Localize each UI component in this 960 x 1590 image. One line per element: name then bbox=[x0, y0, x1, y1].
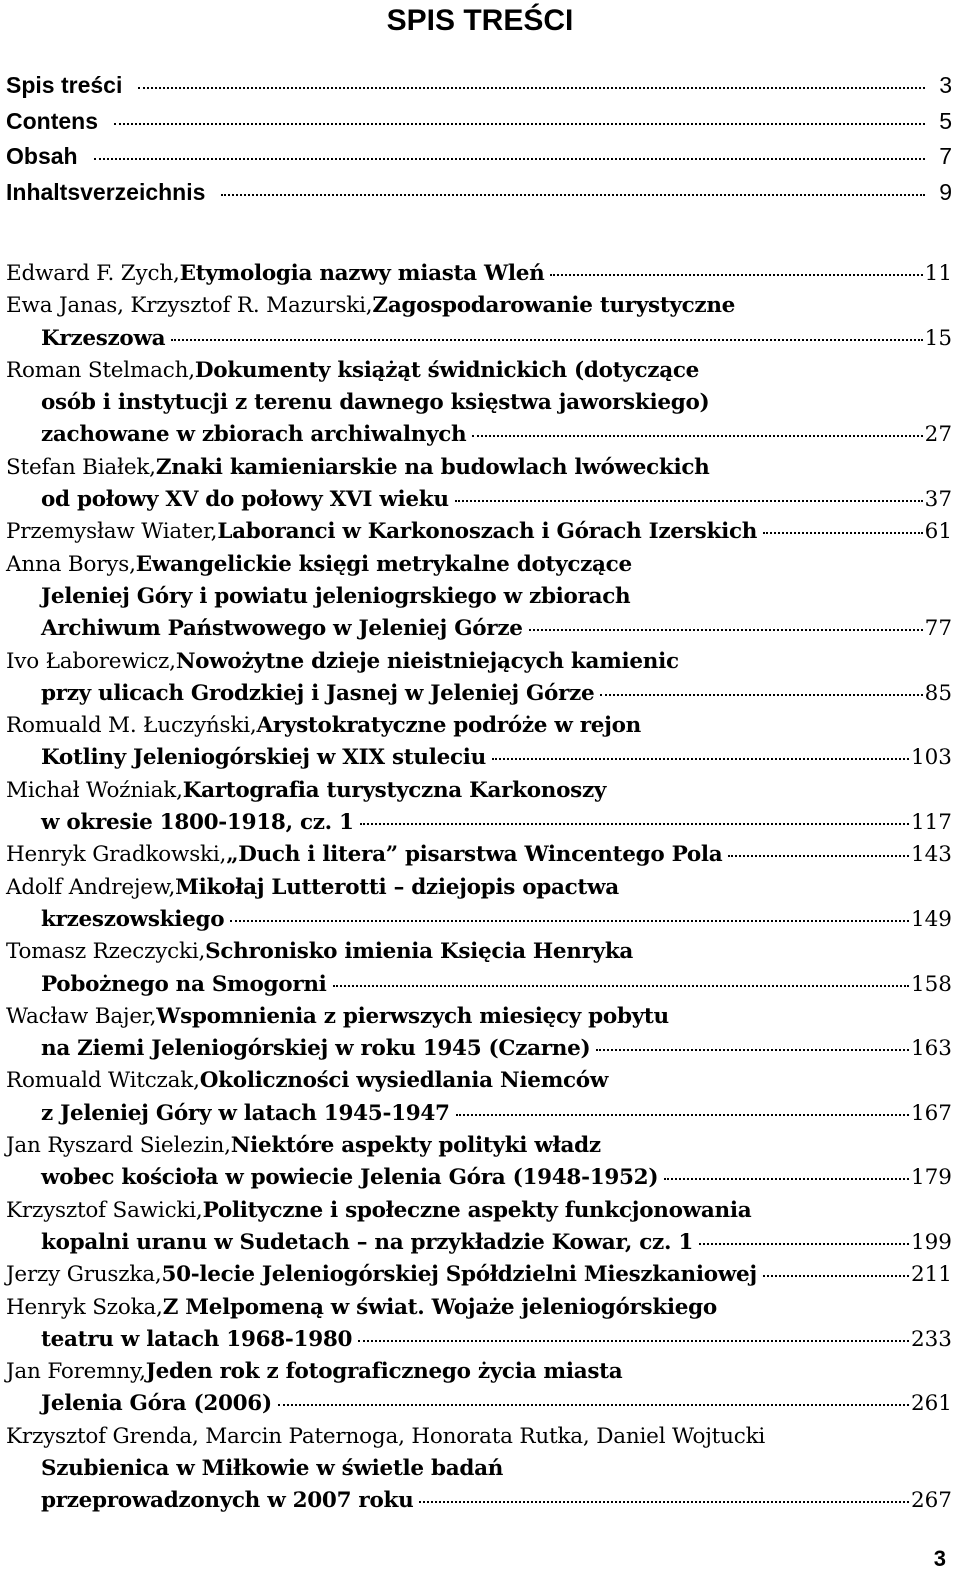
toc-entry bbox=[6, 455, 952, 487]
dot-leader bbox=[114, 123, 925, 125]
front-item-page: 3 bbox=[939, 72, 952, 98]
entry-page: 85 bbox=[924, 680, 952, 706]
front-item-page: 7 bbox=[939, 143, 952, 169]
entry-title: Jeleniej Góry i powiatu jeleniogrskiego w zbiorach bbox=[41, 583, 631, 609]
entry-page: 233 bbox=[910, 1326, 952, 1352]
entry-author: Edward F. Zych, bbox=[6, 261, 180, 286]
dot-leader bbox=[333, 985, 909, 987]
dot-leader bbox=[360, 823, 909, 825]
entry-author: Przemysław Wiater, bbox=[6, 519, 218, 545]
entry-page: 11 bbox=[924, 261, 952, 286]
dot-leader bbox=[664, 1178, 909, 1180]
entry-author: Jerzy Gruszka, bbox=[6, 1262, 162, 1288]
toc-entries bbox=[6, 261, 952, 1521]
entry-title: Jeden rok z fotograficznego życia miasta bbox=[145, 1359, 623, 1385]
entry-title: Kartografia turystyczna Karkonoszy bbox=[182, 777, 607, 803]
toc-entry bbox=[6, 939, 952, 971]
toc-entry bbox=[6, 293, 952, 325]
entry-title: przeprowadzonych w 2007 roku bbox=[41, 1488, 414, 1514]
entry-author: Adolf Andrejew, bbox=[6, 874, 176, 900]
entry-title: Dokumenty książąt świdnickich (dotyczące bbox=[194, 357, 700, 383]
front-item bbox=[6, 143, 952, 179]
entry-title: „Duch i litera” pisarstwa Wincentego Pola bbox=[226, 842, 723, 868]
toc-entry bbox=[6, 1359, 952, 1391]
front-item-label: Contens bbox=[6, 107, 98, 134]
entry-page: 261 bbox=[910, 1391, 952, 1417]
toc-entry-continuation bbox=[6, 422, 952, 454]
toc-entry bbox=[6, 261, 952, 293]
entry-title: Szubienica w Miłkowie w świetle badań bbox=[41, 1455, 504, 1481]
entry-title: Archiwum Państwowego w Jeleniej Górze bbox=[41, 616, 523, 642]
toc-entry bbox=[6, 1198, 952, 1230]
toc-entry bbox=[6, 1424, 952, 1456]
entry-title: od połowy XV do połowy XVI wieku bbox=[41, 487, 449, 513]
page-number: 3 bbox=[933, 1546, 946, 1571]
entry-author: Ivo Łaborewicz, bbox=[6, 648, 176, 674]
entry-title: Znaki kamieniarskie na budowlach lwóweckich bbox=[155, 454, 710, 480]
entry-page: 103 bbox=[910, 745, 952, 771]
front-item bbox=[6, 179, 952, 215]
entry-title: Wspomnienia z pierwszych miesięcy pobytu bbox=[156, 1003, 669, 1029]
entry-author: Romuald M. Łuczyński, bbox=[6, 713, 257, 739]
toc-entry-continuation bbox=[6, 616, 952, 648]
toc-entry bbox=[6, 1004, 952, 1036]
entry-title: zachowane w zbiorach archiwalnych bbox=[41, 422, 467, 448]
front-item bbox=[6, 108, 952, 144]
toc-entry-continuation bbox=[6, 326, 952, 358]
dot-leader bbox=[221, 194, 925, 196]
toc-entry-continuation bbox=[6, 1456, 952, 1488]
front-item-label: Inhaltsverzeichnis bbox=[6, 178, 206, 205]
front-item-label: Obsah bbox=[6, 143, 78, 169]
toc-entry-continuation bbox=[6, 1327, 952, 1359]
toc-entry-continuation bbox=[6, 745, 952, 777]
entry-title: wobec kościoła w powiecie Jelenia Góra (1948-1952) bbox=[41, 1165, 659, 1191]
entry-title: Schronisko imienia Księcia Henryka bbox=[205, 939, 634, 965]
toc-entry-continuation bbox=[6, 1165, 952, 1197]
dot-leader bbox=[456, 1114, 909, 1116]
entry-author: Stefan Białek, bbox=[6, 454, 156, 480]
dot-leader bbox=[763, 1275, 909, 1277]
entry-author: Roman Stelmach, bbox=[6, 357, 195, 383]
entry-author: Krzysztof Grenda, Marcin Paternoga, Honorata Rutka, Daniel Wojtucki bbox=[6, 1423, 766, 1449]
toc-entry bbox=[6, 875, 952, 907]
dot-leader bbox=[699, 1243, 909, 1245]
entry-title: Etymologia nazwy miasta Wleń bbox=[179, 261, 545, 286]
entry-title: teatru w latach 1968-1980 bbox=[41, 1326, 353, 1352]
entry-title: Arystokratyczne podróże w rejon bbox=[256, 713, 641, 739]
toc-entry bbox=[6, 778, 952, 810]
entry-title: Jelenia Góra (2006) bbox=[41, 1391, 272, 1417]
front-matter-list bbox=[6, 72, 952, 214]
entry-author: Henryk Szoka, bbox=[6, 1294, 163, 1320]
dot-leader bbox=[763, 532, 923, 534]
toc-entry-continuation bbox=[6, 1488, 952, 1520]
toc-entry bbox=[6, 842, 952, 874]
dot-leader bbox=[728, 855, 909, 857]
dot-leader bbox=[529, 629, 923, 631]
dot-leader bbox=[600, 694, 922, 696]
entry-page: 158 bbox=[910, 971, 952, 997]
dot-leader bbox=[419, 1501, 909, 1503]
page-title: SPIS TREŚCI bbox=[386, 4, 574, 37]
entry-title: krzeszowskiego bbox=[41, 906, 225, 932]
toc-entry bbox=[6, 1295, 952, 1327]
toc-entry-continuation bbox=[6, 487, 952, 519]
dot-leader bbox=[492, 758, 909, 760]
toc-entry-continuation bbox=[6, 681, 952, 713]
entry-author: Wacław Bajer, bbox=[6, 1003, 157, 1029]
entry-page: 179 bbox=[910, 1165, 952, 1191]
toc-entry bbox=[6, 552, 952, 584]
toc-entry-continuation bbox=[6, 810, 952, 842]
entry-author: Ewa Janas, Krzysztof R. Mazurski, bbox=[6, 293, 373, 319]
toc-entry-continuation bbox=[6, 1036, 952, 1068]
entry-title: przy ulicach Grodzkiej i Jasnej w Jeleniej Górze bbox=[41, 680, 595, 706]
toc-entry bbox=[6, 1262, 952, 1294]
entry-author: Romuald Witczak, bbox=[6, 1068, 200, 1094]
dot-leader bbox=[138, 87, 925, 89]
entry-page: 167 bbox=[910, 1100, 952, 1126]
toc-entry bbox=[6, 1133, 952, 1165]
toc-entry-continuation bbox=[6, 1230, 952, 1262]
entry-title: Laboranci w Karkonoszach i Górach Izerskich bbox=[217, 519, 758, 545]
entry-page: 15 bbox=[924, 325, 952, 351]
entry-title: Okoliczności wysiedlania Niemców bbox=[199, 1068, 609, 1094]
entry-author: Jan Foremny, bbox=[6, 1359, 146, 1385]
entry-title: Ewangelickie księgi metrykalne dotyczące bbox=[135, 551, 632, 577]
dot-leader bbox=[455, 500, 923, 502]
toc-entry bbox=[6, 713, 952, 745]
entry-page: 77 bbox=[924, 616, 952, 642]
toc-entry bbox=[6, 1068, 952, 1100]
toc-entry bbox=[6, 519, 952, 551]
dot-leader bbox=[94, 158, 926, 160]
entry-title: osób i instytucji z terenu dawnego księstwa jaworskiego) bbox=[41, 390, 710, 416]
entry-title: z Jeleniej Góry w latach 1945-1947 bbox=[41, 1100, 450, 1126]
dot-leader bbox=[472, 435, 922, 437]
toc-entry-continuation bbox=[6, 1391, 952, 1423]
front-item-page: 5 bbox=[939, 107, 952, 134]
toc-entry-continuation bbox=[6, 972, 952, 1004]
entry-page: 61 bbox=[924, 519, 952, 545]
toc-entry bbox=[6, 358, 952, 390]
front-item-page: 9 bbox=[939, 178, 952, 205]
toc-entry-continuation bbox=[6, 390, 952, 422]
entry-title: Krzeszowa bbox=[41, 325, 166, 351]
entry-title: Polityczne i społeczne aspekty funkcjonowania bbox=[202, 1197, 752, 1223]
entry-page: 149 bbox=[910, 906, 952, 932]
front-item-label: Spis treści bbox=[6, 72, 123, 98]
entry-title: 50-lecie Jeleniogórskiej Spółdzielni Mieszkaniowej bbox=[161, 1262, 757, 1288]
entry-page: 163 bbox=[910, 1036, 952, 1062]
toc-entry-continuation bbox=[6, 907, 952, 939]
toc-entry bbox=[6, 649, 952, 681]
entry-page: 37 bbox=[924, 487, 952, 513]
front-item bbox=[6, 72, 952, 108]
entry-title: Nowożytne dzieje nieistniejących kamienic bbox=[175, 648, 679, 674]
entry-title: Niektóre aspekty polityki władz bbox=[230, 1133, 601, 1159]
entry-page: 27 bbox=[924, 422, 952, 448]
dot-leader bbox=[358, 1340, 909, 1342]
entry-page: 117 bbox=[910, 810, 952, 836]
entry-page: 267 bbox=[910, 1488, 952, 1514]
toc-entry-continuation bbox=[6, 1101, 952, 1133]
entry-title: Kotliny Jeleniogórskiej w XIX stuleciu bbox=[41, 745, 486, 771]
entry-title: kopalni uranu w Sudetach – na przykładzie Kowar, cz. 1 bbox=[41, 1229, 694, 1255]
entry-title: w okresie 1800-1918, cz. 1 bbox=[41, 810, 354, 836]
entry-title: Pobożnego na Smogorni bbox=[41, 971, 327, 997]
dot-leader bbox=[596, 1049, 909, 1051]
entry-author: Henryk Gradkowski, bbox=[6, 842, 227, 868]
entry-author: Jan Ryszard Sielezin, bbox=[6, 1133, 231, 1159]
entry-page: 143 bbox=[910, 842, 952, 868]
entry-page: 211 bbox=[910, 1262, 952, 1288]
entry-title: na Ziemi Jeleniogórskiej w roku 1945 (Czarne) bbox=[41, 1036, 591, 1062]
toc-entry-continuation bbox=[6, 584, 952, 616]
entry-title: Zagospodarowanie turystyczne bbox=[372, 293, 736, 319]
entry-page: 199 bbox=[910, 1229, 952, 1255]
dot-leader bbox=[278, 1404, 909, 1406]
dot-leader bbox=[171, 339, 922, 341]
entry-author: Krzysztof Sawicki, bbox=[6, 1197, 203, 1223]
dot-leader bbox=[230, 920, 909, 922]
entry-title: Mikołaj Lutterotti – dziejopis opactwa bbox=[175, 874, 619, 900]
entry-author: Anna Borys, bbox=[6, 551, 136, 577]
dot-leader bbox=[550, 274, 922, 276]
entry-author: Tomasz Rzeczycki, bbox=[6, 939, 206, 965]
entry-author: Michał Woźniak, bbox=[6, 777, 183, 803]
entry-title: Z Melpomeną w świat. Wojaże jeleniogórskiego bbox=[162, 1294, 717, 1320]
